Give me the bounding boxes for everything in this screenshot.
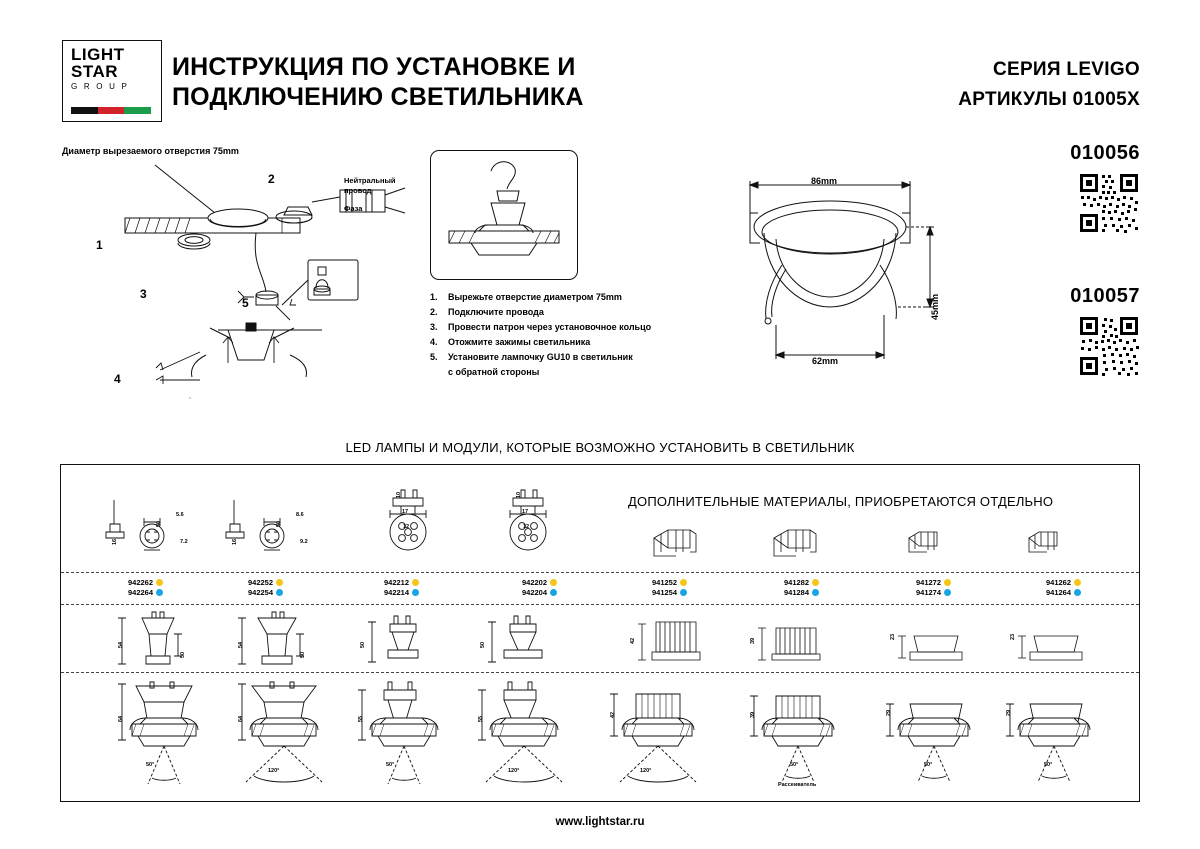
lamp-codes-1 bbox=[128, 578, 163, 598]
lamp-elevation-7 bbox=[880, 620, 976, 670]
callout-5: 5 bbox=[242, 296, 249, 310]
wire-label-phase: Фаза bbox=[344, 204, 363, 213]
thumb-3-vdim: 10 bbox=[396, 491, 402, 498]
lamp-thumb-5 bbox=[648, 524, 708, 560]
color-dot-cool bbox=[1074, 589, 1081, 596]
wire-label-neutral-1: Нейтральный bbox=[344, 176, 396, 185]
elev-1-vdim: 50 bbox=[180, 651, 186, 658]
lamp-install-6 bbox=[740, 678, 860, 794]
color-dot-warm bbox=[680, 579, 687, 586]
color-dot-warm bbox=[276, 579, 283, 586]
lamp-install-7 bbox=[876, 680, 996, 794]
lamp-elevation-2 bbox=[228, 608, 338, 670]
step-text: Провести патрон через установочное кольцо bbox=[448, 322, 652, 332]
series-name: СЕРИЯ LEVIGO bbox=[992, 59, 1140, 80]
table-divider-1 bbox=[61, 572, 1139, 573]
elev-3-dim: 50 bbox=[360, 641, 366, 648]
logo-line-3: G R O U P bbox=[71, 82, 130, 91]
callout-2: 2 bbox=[268, 172, 275, 186]
thumb-4-dim-a: 17 bbox=[522, 509, 529, 515]
color-dot-warm bbox=[156, 579, 163, 586]
color-dot-warm bbox=[550, 579, 557, 586]
dim-width: 86mm bbox=[811, 176, 838, 186]
assembly-diagram bbox=[60, 155, 440, 405]
install-8-dim: 29 bbox=[1006, 709, 1012, 716]
thumb-1-dim-b: 7.2 bbox=[180, 539, 188, 545]
color-dot-cool bbox=[412, 589, 419, 596]
beam-angle-3: 50° bbox=[386, 762, 395, 768]
footer-url[interactable]: www.lightstar.ru bbox=[555, 816, 645, 828]
logo-line-2: STAR bbox=[71, 62, 119, 81]
install-2-dim: 64 bbox=[238, 715, 244, 722]
step-text: с обратной стороны bbox=[448, 367, 540, 377]
thumb-2-dim-b: 9.2 bbox=[300, 539, 308, 545]
product-code-1: 010056 bbox=[1070, 142, 1140, 164]
brand-logo bbox=[62, 40, 162, 122]
lamp-code: 941284 bbox=[784, 588, 810, 597]
product-dimension-drawing bbox=[720, 165, 950, 385]
lamp-thumb-6 bbox=[768, 524, 828, 560]
lamp-install-8 bbox=[996, 680, 1116, 794]
page-title-line-1: ИНСТРУКЦИЯ ПО УСТАНОВКЕ И bbox=[172, 53, 576, 81]
thumb-2-vdim-b: 16 bbox=[232, 538, 238, 545]
install-3-dim: 55 bbox=[358, 715, 364, 722]
thumb-2-dim-a: 8.6 bbox=[296, 512, 304, 518]
install-7-dim: 29 bbox=[886, 709, 892, 716]
callout-4: 4 bbox=[114, 372, 121, 386]
lamp-codes-2 bbox=[248, 578, 283, 598]
step-number: 3. bbox=[430, 322, 438, 332]
article-numbers: АРТИКУЛЫ 01005X bbox=[958, 89, 1140, 110]
lamp-codes-5 bbox=[652, 578, 687, 598]
step-item bbox=[430, 350, 730, 365]
thumb-4-dim-b: 12 bbox=[523, 524, 530, 530]
elev-8-dim: 23 bbox=[1010, 633, 1016, 640]
lamp-code: 942202 bbox=[522, 578, 548, 587]
page-title bbox=[172, 52, 692, 112]
lamp-code: 942212 bbox=[384, 578, 410, 587]
lamp-elevation-1 bbox=[108, 608, 218, 670]
lamp-install-1 bbox=[108, 678, 228, 794]
lamp-code: 942264 bbox=[128, 588, 154, 597]
lamp-code: 941282 bbox=[784, 578, 810, 587]
thumb-3-dim-a: 17 bbox=[402, 509, 409, 515]
logo-line-1: LIGHT bbox=[71, 45, 125, 64]
lamp-code: 941262 bbox=[1046, 578, 1072, 587]
elev-2-vdim: 50 bbox=[300, 651, 306, 658]
elev-6-dim: 39 bbox=[750, 637, 756, 644]
install-5-dim: 42 bbox=[610, 711, 616, 718]
lamp-code: 942214 bbox=[384, 588, 410, 597]
install-4-dim: 55 bbox=[478, 715, 484, 722]
step-item bbox=[430, 335, 730, 350]
lamp-codes-8 bbox=[1046, 578, 1081, 598]
lamp-code: 941272 bbox=[916, 578, 942, 587]
step-text: Подключите провода bbox=[448, 307, 544, 317]
thumb-1-vdim-a: 50 bbox=[156, 520, 162, 527]
color-dot-cool bbox=[680, 589, 687, 596]
color-dot-warm bbox=[412, 579, 419, 586]
qr-code-1 bbox=[1078, 172, 1140, 234]
lamp-code: 942204 bbox=[522, 588, 548, 597]
color-dot-cool bbox=[550, 589, 557, 596]
lamp-install-3 bbox=[348, 678, 468, 794]
thumb-1-dim-a: 5.6 bbox=[176, 512, 184, 518]
lamp-install-5 bbox=[600, 678, 720, 794]
lamp-codes-3 bbox=[384, 578, 419, 598]
dim-depth: 62mm bbox=[812, 356, 839, 366]
additional-materials-title: ДОПОЛНИТЕЛЬНЫЕ МАТЕРИАЛЫ, ПРИОБРЕТАЮТСЯ ОТДЕЛЬНО bbox=[628, 494, 1054, 509]
lamp-elevation-8 bbox=[1000, 620, 1096, 670]
color-dot-warm bbox=[1074, 579, 1081, 586]
thumb-1-vdim-b: 16 bbox=[112, 538, 118, 545]
lamp-code: 942262 bbox=[128, 578, 154, 587]
lamp-install-4 bbox=[468, 678, 588, 794]
wire-label-neutral-2: провод bbox=[344, 186, 372, 195]
elev-2-dim: 54 bbox=[238, 641, 244, 648]
step-number bbox=[430, 365, 448, 380]
lamp-code: 941252 bbox=[652, 578, 678, 587]
lamp-codes-4 bbox=[522, 578, 557, 598]
lamp-code: 941264 bbox=[1046, 588, 1072, 597]
step-number: 5. bbox=[430, 352, 438, 362]
logo-color-bar bbox=[71, 107, 151, 114]
table-divider-3 bbox=[61, 672, 1139, 673]
product-code-2: 010057 bbox=[1070, 285, 1140, 307]
step-text: Вырежьте отверстие диаметром 75mm bbox=[448, 292, 622, 302]
color-dot-cool bbox=[944, 589, 951, 596]
color-dot-cool bbox=[156, 589, 163, 596]
beam-angle-5: 120° bbox=[640, 768, 652, 774]
step-text: Отожмите зажимы светильника bbox=[448, 337, 591, 347]
lamp-codes-7 bbox=[916, 578, 951, 598]
color-dot-cool bbox=[276, 589, 283, 596]
dim-height: 45mm bbox=[930, 293, 940, 320]
lamp-elevation-3 bbox=[350, 610, 460, 670]
beam-angle-6: 50° bbox=[790, 762, 799, 768]
beam-angle-1: 50° bbox=[146, 762, 155, 768]
step-item bbox=[430, 365, 730, 380]
page-title-line-2: ПОДКЛЮЧЕНИЮ СВЕТИЛЬНИКА bbox=[172, 83, 584, 111]
led-section-title: LED ЛАМПЫ И МОДУЛИ, КОТОРЫЕ ВОЗМОЖНО УСТАНОВИТЬ В СВЕТИЛЬНИК bbox=[345, 440, 855, 455]
color-dot-warm bbox=[944, 579, 951, 586]
beam-angle-4: 120° bbox=[508, 768, 520, 774]
elev-7-dim: 23 bbox=[890, 633, 896, 640]
elev-4-dim: 50 bbox=[480, 641, 486, 648]
callout-1: 1 bbox=[96, 238, 103, 252]
callout-3: 3 bbox=[140, 287, 147, 301]
step-item bbox=[430, 305, 730, 320]
beam-note-6: Рассеиватель bbox=[778, 782, 817, 788]
install-6-dim: 39 bbox=[750, 711, 756, 718]
step-number: 2. bbox=[430, 307, 438, 317]
lamp-thumb-2 bbox=[220, 492, 330, 564]
beam-angle-8: 50° bbox=[1044, 762, 1053, 768]
installed-view-box bbox=[430, 150, 578, 280]
step-text: Установите лампочку GU10 в светильник bbox=[448, 352, 633, 362]
install-1-dim: 64 bbox=[118, 715, 124, 722]
thumb-3-dim-b: 12 bbox=[403, 524, 410, 530]
lamp-elevation-4 bbox=[470, 610, 580, 670]
lamp-thumb-7 bbox=[905, 528, 951, 558]
qr-code-2 bbox=[1078, 315, 1140, 377]
elev-5-dim: 42 bbox=[630, 637, 636, 644]
lamp-code: 942252 bbox=[248, 578, 274, 587]
lamp-thumb-1 bbox=[100, 492, 210, 564]
step-number: 1. bbox=[430, 292, 438, 302]
step-number: 4. bbox=[430, 337, 438, 347]
lamp-thumb-3 bbox=[375, 484, 485, 566]
step-item bbox=[430, 290, 730, 305]
beam-angle-7: 50° bbox=[924, 762, 933, 768]
thumb-4-vdim: 10 bbox=[516, 491, 522, 498]
lamp-code: 941274 bbox=[916, 588, 942, 597]
color-dot-cool bbox=[812, 589, 819, 596]
lamp-code: 942254 bbox=[248, 588, 274, 597]
lamp-thumb-4 bbox=[495, 484, 605, 566]
hole-diameter-caption: Диаметр вырезаемого отверстия 75mm bbox=[62, 146, 239, 156]
beam-angle-2: 120° bbox=[268, 768, 280, 774]
steps-list bbox=[430, 290, 730, 380]
lamp-codes-6 bbox=[784, 578, 819, 598]
series-block bbox=[958, 55, 1140, 115]
color-dot-warm bbox=[812, 579, 819, 586]
thumb-2-vdim-a: 50 bbox=[276, 520, 282, 527]
lamp-thumb-8 bbox=[1025, 528, 1071, 558]
table-divider-2 bbox=[61, 604, 1139, 605]
lamp-install-2 bbox=[228, 678, 348, 794]
lamp-code: 941254 bbox=[652, 588, 678, 597]
step-item bbox=[430, 320, 730, 335]
elev-1-dim: 54 bbox=[118, 641, 124, 648]
